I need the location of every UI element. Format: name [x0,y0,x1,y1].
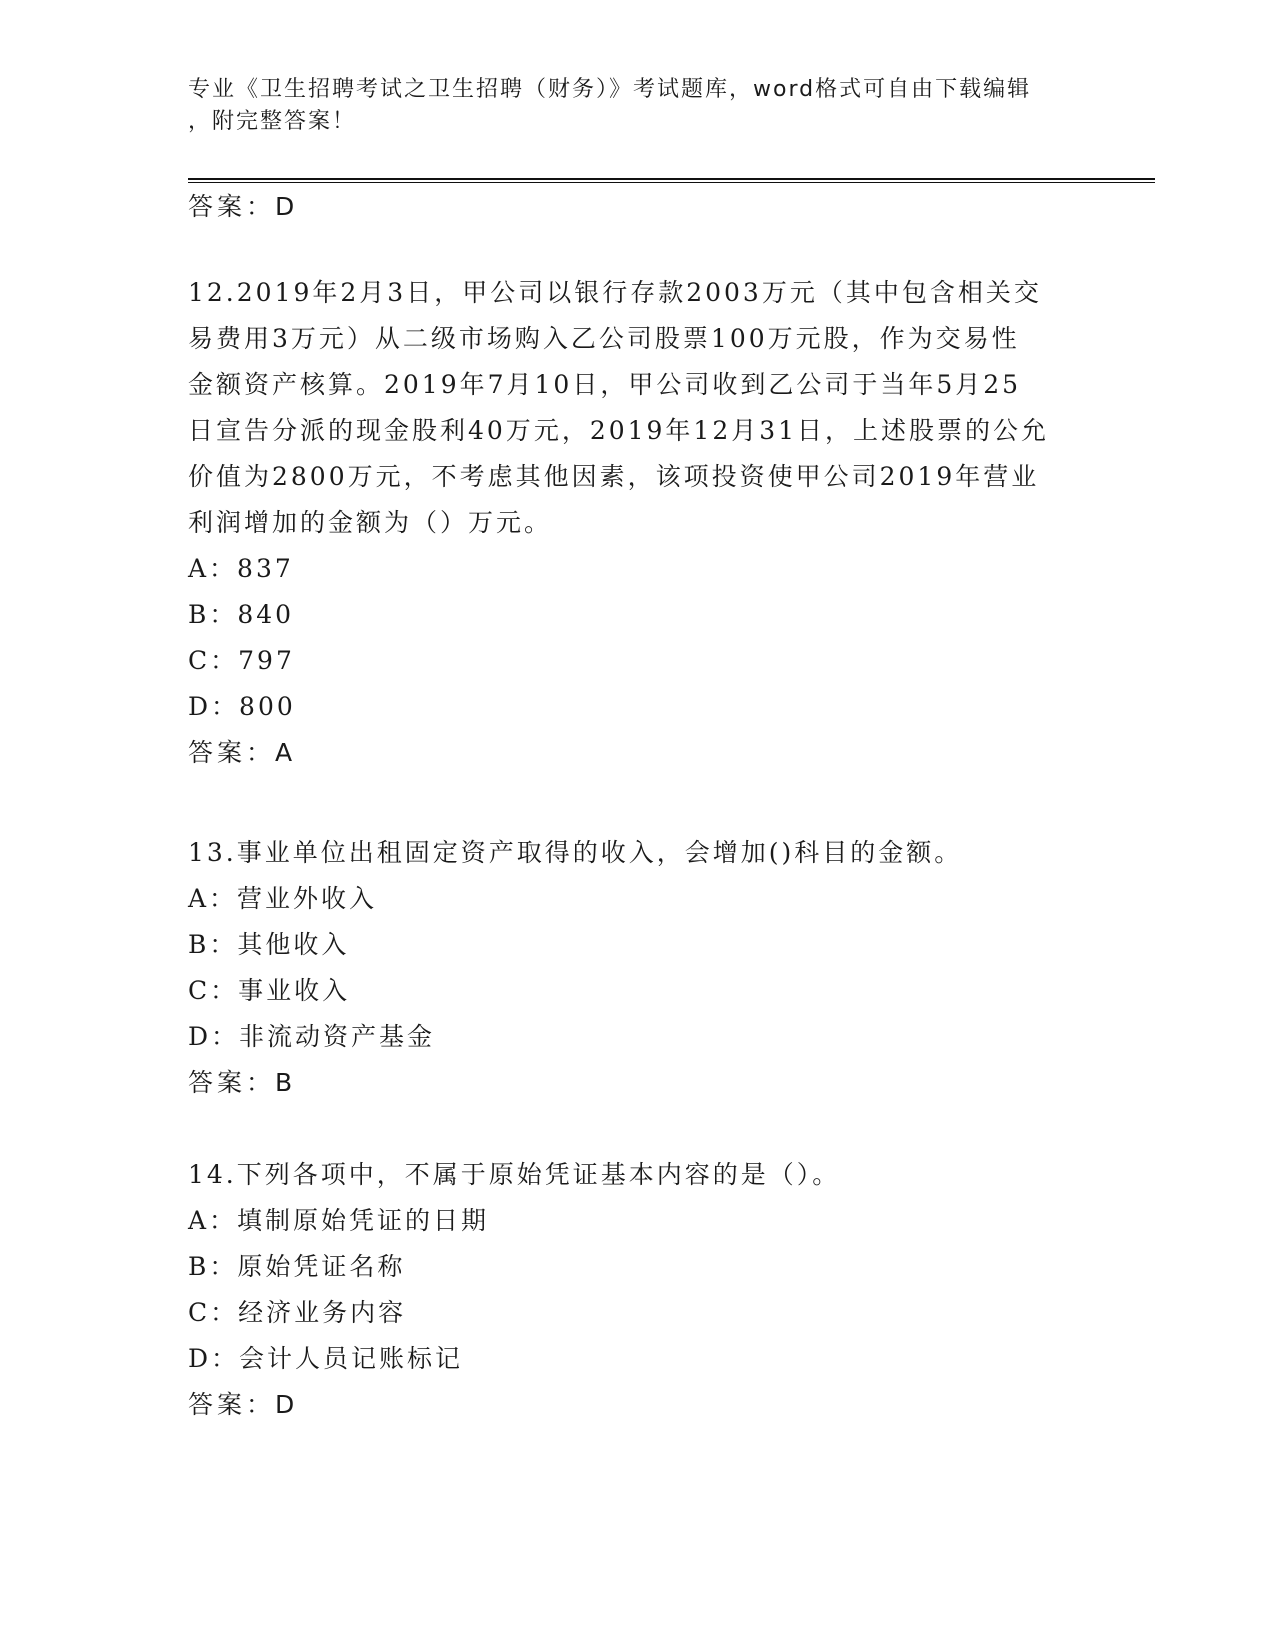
question-text-line: 12.2019年2月3日，甲公司以银行存款2003万元（其中包含相关交 [188,278,1042,307]
question-14 [188,1152,1088,1428]
option-d: D：会计人员记账标记 [188,1344,464,1373]
document-header [188,74,1088,138]
question-13 [188,830,1088,1106]
question-text-line: 13.事业单位出租固定资产取得的收入，会增加()科目的金额。 [188,838,963,867]
answer: 答案：D [188,1390,299,1419]
option-b: B：其他收入 [188,930,350,959]
option-a: A：营业外收入 [188,884,378,913]
question-text-line: 利润增加的金额为（）万元。 [188,508,553,537]
option-c: C：797 [188,646,295,675]
previous-answer: 答案：D [188,192,299,221]
header-rule-thin [188,182,1155,183]
answer: 答案：B [188,1068,297,1097]
option-c: C：经济业务内容 [188,1298,407,1327]
question-text-line: 金额资产核算。2019年7月10日，甲公司收到乙公司于当年5月25 [188,370,1022,399]
option-a: A：填制原始凭证的日期 [188,1206,490,1235]
option-a: A：837 [188,554,294,583]
header-rule-thick [188,178,1155,180]
question-text-line: 日宣告分派的现金股利40万元，2019年12月31日，上述股票的公允 [188,416,1050,445]
option-c: C：事业收入 [188,976,351,1005]
question-text-line: 14.下列各项中，不属于原始凭证基本内容的是（）。 [188,1160,841,1189]
option-b: B：840 [188,600,295,629]
previous-answer-block [188,184,1088,230]
header-line-1: 专业《卫生招聘考试之卫生招聘（财务）》考试题库，word格式可自由下载编辑 [188,77,1032,102]
option-d: D：非流动资产基金 [188,1022,436,1051]
question-text-line: 易费用3万元）从二级市场购入乙公司股票100万元股，作为交易性 [188,324,1020,353]
header-line-2: ，附完整答案！ [188,109,357,134]
option-d: D：800 [188,692,296,721]
question-12 [188,270,1088,776]
question-text-line: 价值为2800万元，不考虑其他因素，该项投资使甲公司2019年营业 [188,462,1040,491]
option-b: B：原始凭证名称 [188,1252,406,1281]
answer: 答案：A [188,738,297,767]
